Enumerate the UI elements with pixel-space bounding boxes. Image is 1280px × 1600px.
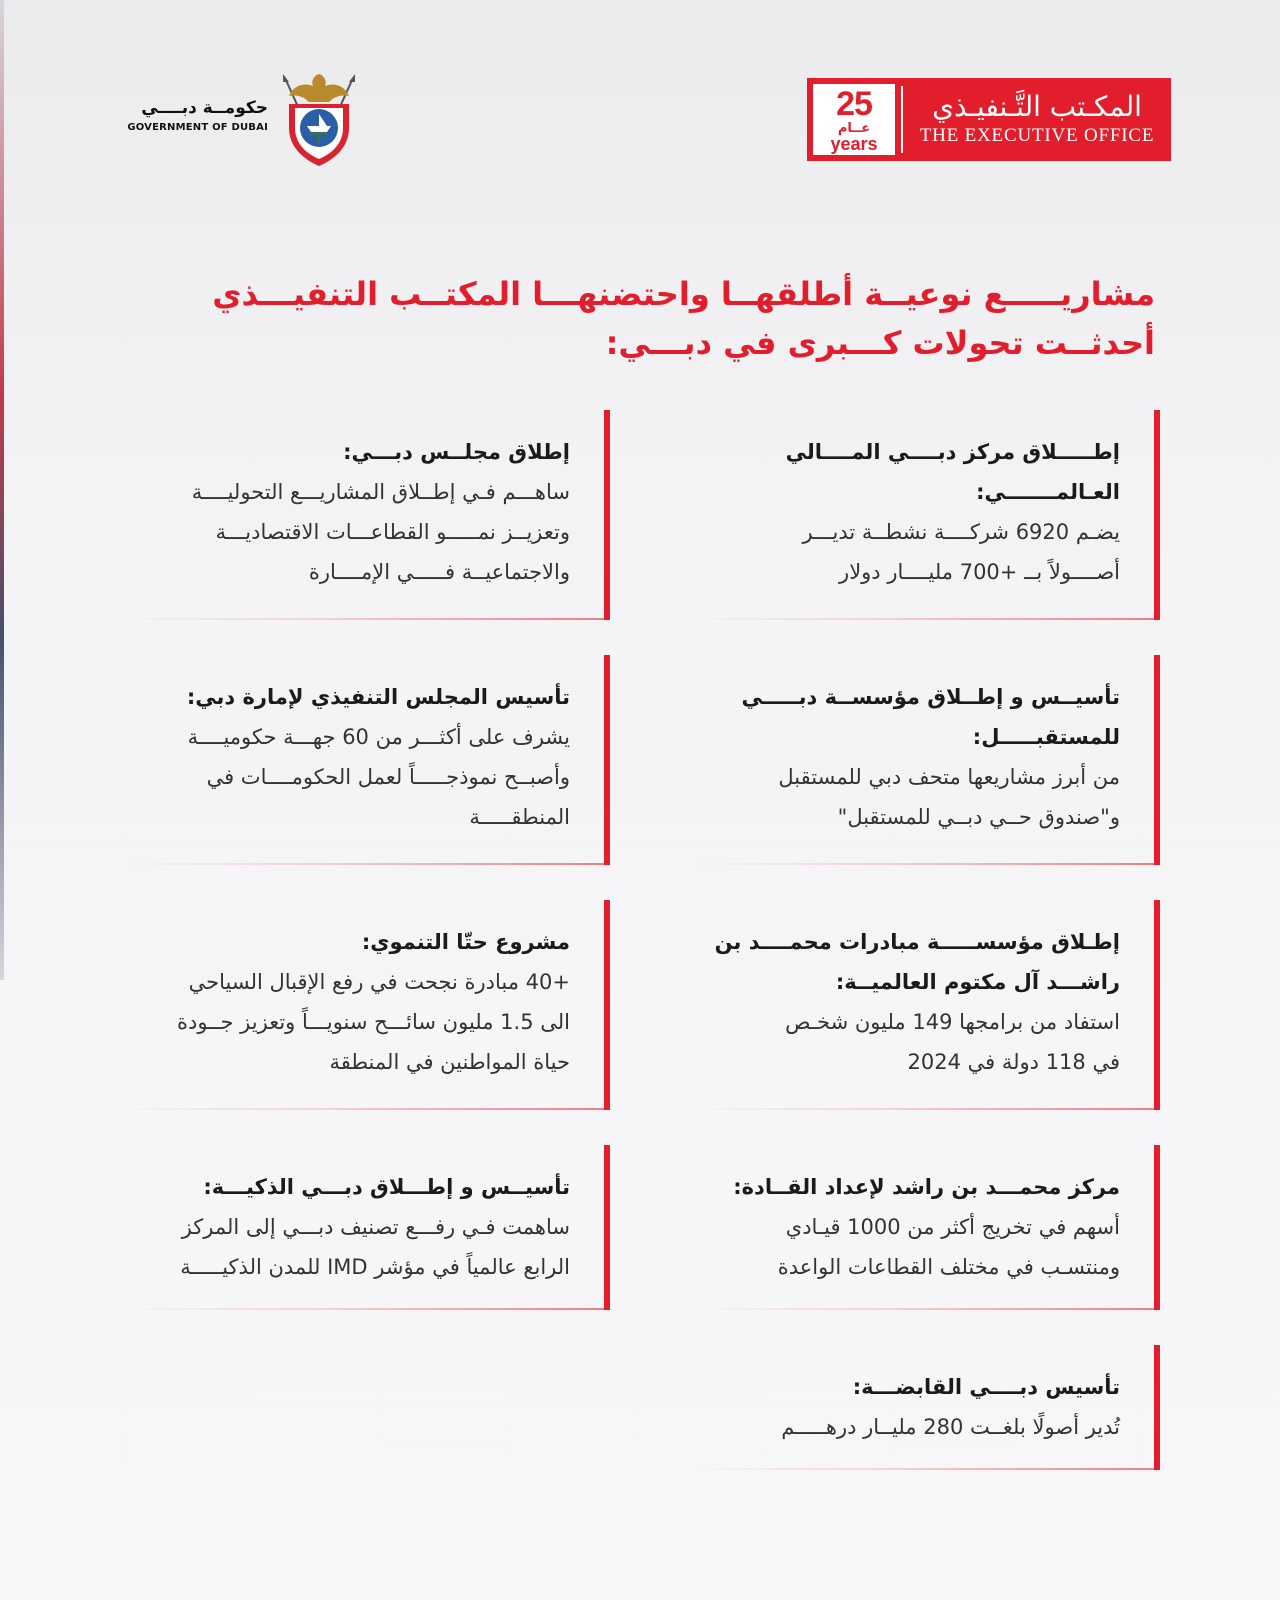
executive-office-arabic: المكـتب التَّـنفيـذي	[932, 90, 1142, 124]
executive-office-english: THE EXECUTIVE OFFICE	[919, 124, 1155, 146]
card-difc	[690, 410, 1160, 620]
card-body	[710, 512, 1120, 592]
card-line: الى 1.5 مليون سائـــح سنويـــاً وتعزيز جــودة	[177, 1010, 570, 1034]
card-line: يضـم 6920 شركــــة نشطــة تديـــر	[802, 520, 1120, 544]
card-body	[135, 1207, 570, 1287]
government-logo-arabic: حكومــة دبــــي	[141, 98, 268, 118]
card-line: الرابع عالمياً في مؤشر IMD للمدن الذكيـــــة	[180, 1255, 570, 1279]
dubai-emblem-icon	[273, 70, 365, 170]
card-body	[710, 1407, 1120, 1447]
card-body	[135, 717, 570, 837]
card-line: +40 مبادرة نجحت في رفع الإقبال السياحي	[188, 970, 570, 994]
card-hatta-project	[115, 900, 610, 1110]
card-mbrgi	[690, 900, 1160, 1110]
card-title: إطـلاق مؤسســـــة مبادرات محمــــد بن راشـــد آل مكتوم العالميــة:	[714, 930, 1120, 994]
page-headline	[115, 270, 1155, 368]
card-line: يشرف على أكثـــر من 60 جهـــة حكوميــــة	[187, 725, 570, 749]
card-title: إطـــــلاق مركز دبــــي المــــالي العـالمـــــــي:	[785, 440, 1120, 504]
card-line: استفاد من برامجها 149 مليون شخـص	[785, 1010, 1120, 1034]
left-edge-strip	[0, 0, 4, 980]
card-line: ساهـــم فـي إطــلاق المشاريـــع التحوليــــة	[191, 480, 570, 504]
headline-line-1: مشاريـــــع نوعيــة أطلقهــا واحتضنهـــا المكتــب التنفيـــذي	[212, 275, 1155, 313]
executive-office-name	[903, 78, 1171, 161]
card-line: أصــــولاً بــ +700 مليــــار دولار	[839, 560, 1120, 584]
years-number: 25	[836, 84, 872, 123]
card-title: إطلاق مجلــس دبـــي:	[343, 440, 570, 464]
card-dubai-holding	[690, 1345, 1160, 1470]
card-line: و"صندوق حــي دبــي للمستقبل"	[837, 805, 1120, 829]
card-leadership-centre	[690, 1145, 1160, 1310]
card-title: تأسيس دبــــي القابضـــة:	[852, 1375, 1120, 1399]
card-body	[135, 962, 570, 1082]
card-line: في 118 دولة في 2024	[907, 1050, 1120, 1074]
25-years-badge	[813, 84, 895, 155]
card-line: وتعزيــز نمـــــو القطاعـــات الاقتصاديـــة	[215, 520, 570, 544]
card-line: المنطقـــــة	[469, 805, 570, 829]
headline-line-2: أحدثــت تحولات كـــبرى في دبـــي:	[605, 324, 1155, 362]
card-executive-council	[115, 655, 610, 865]
card-line: تُدير أصولًا بلغــت 280 مليــار درهـــــم	[781, 1415, 1120, 1439]
card-body	[710, 1207, 1120, 1287]
card-body	[710, 757, 1120, 837]
card-dubai-future-foundation	[690, 655, 1160, 865]
card-smart-dubai	[115, 1145, 610, 1310]
card-title: تأسيــس و إطــلاق مؤسســة دبـــــي للمستقبـــــل:	[741, 685, 1120, 749]
card-dubai-council	[120, 410, 610, 620]
government-logo-english: GOVERNMENT OF DUBAI	[127, 122, 268, 133]
government-logo-text	[118, 98, 268, 133]
years-arabic: عــام	[837, 120, 871, 136]
card-body	[710, 1002, 1120, 1082]
card-line: من أبرز مشاريعها متحف دبي للمستقبل	[778, 765, 1120, 789]
card-line: ساهمت فـي رفـــع تصنيف دبـــي إلى المركز	[181, 1215, 570, 1239]
card-title: تأسيس المجلس التنفيذي لإمارة دبي:	[186, 685, 570, 709]
years-english: years	[830, 133, 878, 154]
card-line: ومنتسـب في مختلف القطاعات الواعدة	[777, 1255, 1120, 1279]
card-line: حياة المواطنين في المنطقة	[329, 1050, 570, 1074]
card-line: والاجتماعيــة فـــــي الإمــــارة	[308, 560, 570, 584]
card-title: تأسيــس و إطـــلاق دبـــي الذكيـــة:	[203, 1175, 570, 1199]
card-line: أسهم في تخريج أكثر من 1000 قيـادي	[785, 1215, 1120, 1239]
card-line: وأصبــح نموذجـــــاً لعمل الحكومــــات في	[206, 765, 570, 789]
executive-office-logo	[807, 78, 1171, 161]
card-title: مشروع حتّا التنموي:	[361, 930, 570, 954]
card-body	[140, 472, 570, 592]
card-title: مركز محمـــد بن راشد لإعداد القــادة:	[733, 1175, 1120, 1199]
government-of-dubai-logo	[118, 70, 378, 180]
